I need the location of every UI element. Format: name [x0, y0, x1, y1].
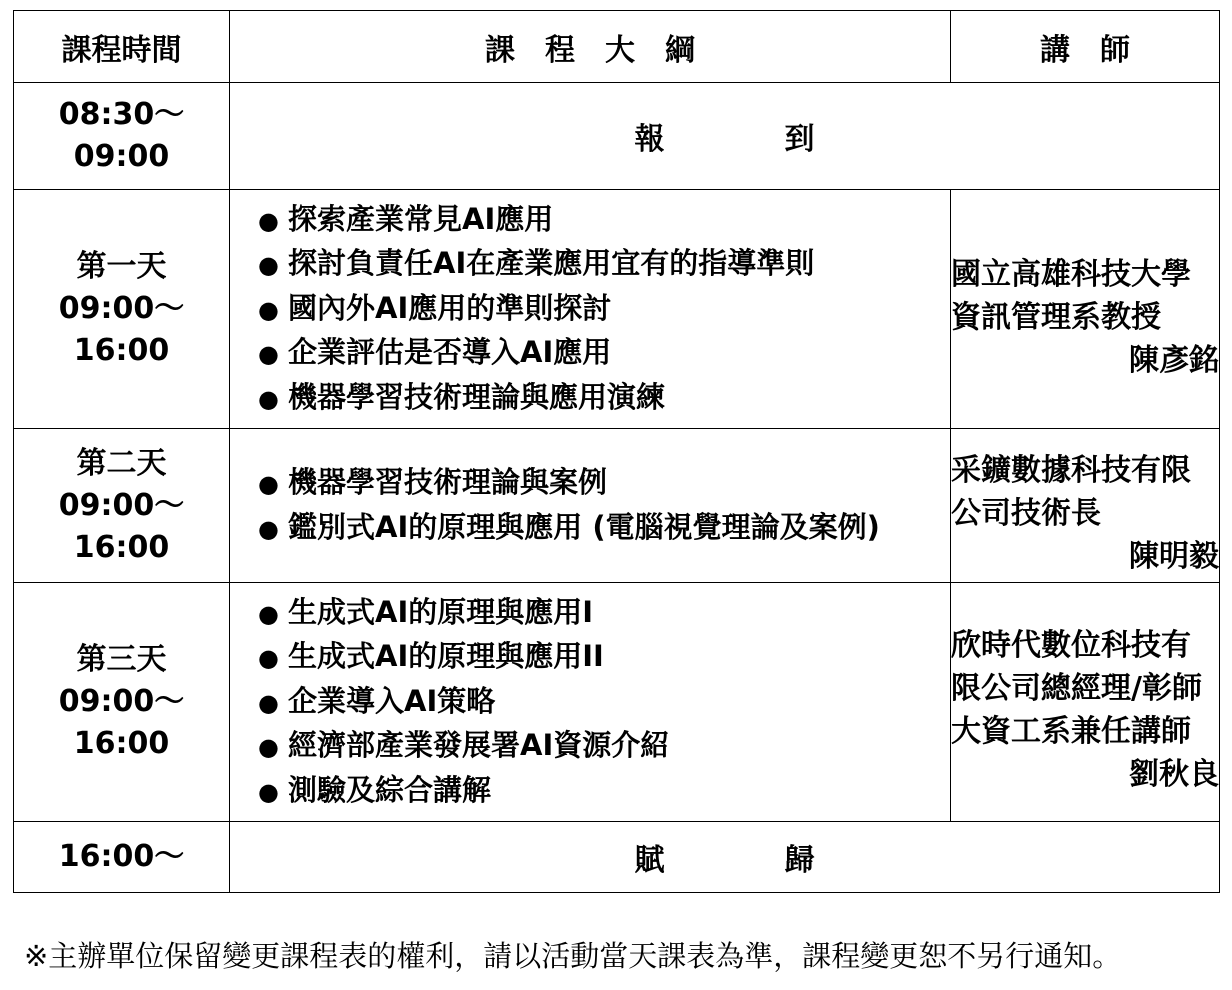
teacher-cell: [951, 583, 1220, 822]
list-item: ● 經濟部產業發展署AI資源介紹: [258, 724, 950, 769]
bullet-icon: ●: [258, 340, 279, 369]
bullet-icon: ●: [258, 688, 279, 717]
time-line: 08:30～: [58, 97, 185, 132]
list-item: ● 企業導入AI策略: [258, 680, 950, 725]
day-label: 第一天: [76, 249, 167, 284]
topic-list: [230, 461, 950, 550]
table-row: [14, 83, 1220, 190]
time-cell: [14, 583, 230, 822]
time-line: 09:00～: [58, 291, 185, 326]
time-line: 16:00: [73, 529, 170, 565]
time-cell: [14, 429, 230, 583]
teacher-title: 采鑛數據科技有限公司技術長: [951, 453, 1191, 531]
time-line: 16:00～: [58, 839, 185, 874]
bullet-icon: ●: [258, 777, 279, 806]
table-row: [14, 190, 1220, 429]
bullet-icon: ●: [258, 251, 279, 280]
table-header-row: [14, 11, 1220, 83]
list-item: ● 鑑別式AI的原理與應用 (電腦視覺理論及案例): [258, 506, 950, 551]
time-line: 16:00: [73, 726, 170, 761]
bullet-icon: ●: [258, 470, 279, 498]
table-row: [14, 429, 1220, 583]
teacher-title: 國立高雄科技大學資訊管理系教授: [951, 256, 1191, 335]
bullet-icon: ●: [258, 599, 279, 628]
teacher-title: 欣時代數位科技有限公司總經理/彰師大資工系兼任講師: [951, 628, 1202, 749]
list-item: ● 機器學習技術理論與應用演練: [258, 376, 950, 421]
list-item: ● 機器學習技術理論與案例: [258, 461, 950, 506]
teacher-name: 陳彥銘: [1129, 342, 1219, 378]
time-cell: [14, 83, 230, 190]
list-item: ● 生成式AI的原理與應用II: [258, 635, 950, 680]
teacher-cell: [951, 190, 1220, 429]
dismissal-cell: 賦 歸: [230, 822, 1220, 893]
topic-list: [230, 591, 950, 814]
teacher-name: 陳明毅: [1129, 539, 1219, 574]
bullet-icon: ●: [258, 206, 279, 235]
header-time: 課程時間: [14, 11, 230, 83]
bullet-icon: ●: [258, 514, 279, 543]
list-item: ● 生成式AI的原理與應用I: [258, 591, 950, 636]
topic-list: [230, 198, 950, 421]
teacher-name: 劉秋良: [1129, 757, 1219, 792]
list-item: ● 企業評估是否導入AI應用: [258, 331, 950, 376]
time-line: 09:00～: [58, 684, 185, 719]
bullet-icon: ●: [258, 295, 279, 324]
day-label: 第三天: [76, 642, 167, 677]
time-line: 09:00: [73, 139, 170, 174]
outline-cell: [230, 583, 951, 822]
time-line: 16:00: [73, 333, 170, 368]
time-cell: [14, 190, 230, 429]
bullet-icon: ●: [258, 644, 279, 673]
time-line: 09:00～: [58, 487, 185, 523]
header-teacher: 講 師: [951, 11, 1220, 83]
table-row: [14, 822, 1220, 893]
table-row: [14, 583, 1220, 822]
registration-cell: 報 到: [230, 83, 1220, 190]
header-outline: 課 程 大 綱: [230, 11, 951, 83]
course-schedule-table: [13, 10, 1220, 893]
bullet-icon: ●: [258, 733, 279, 762]
bullet-icon: ●: [258, 384, 279, 413]
day-label: 第二天: [76, 445, 167, 481]
teacher-cell: [951, 429, 1220, 583]
list-item: ● 測驗及綜合講解: [258, 769, 950, 814]
list-item: ● 探討負責任AI在產業應用宜有的指導準則: [258, 242, 950, 287]
list-item: ● 國內外AI應用的準則探討: [258, 287, 950, 332]
list-item: ● 探索產業常見AI應用: [258, 198, 950, 243]
outline-cell: [230, 429, 951, 583]
time-cell: [14, 822, 230, 893]
disclaimer-note: ※主辦單位保留變更課程表的權利，請以活動當天課表為準，課程變更恕不另行通知。: [24, 939, 1122, 973]
outline-cell: [230, 190, 951, 429]
